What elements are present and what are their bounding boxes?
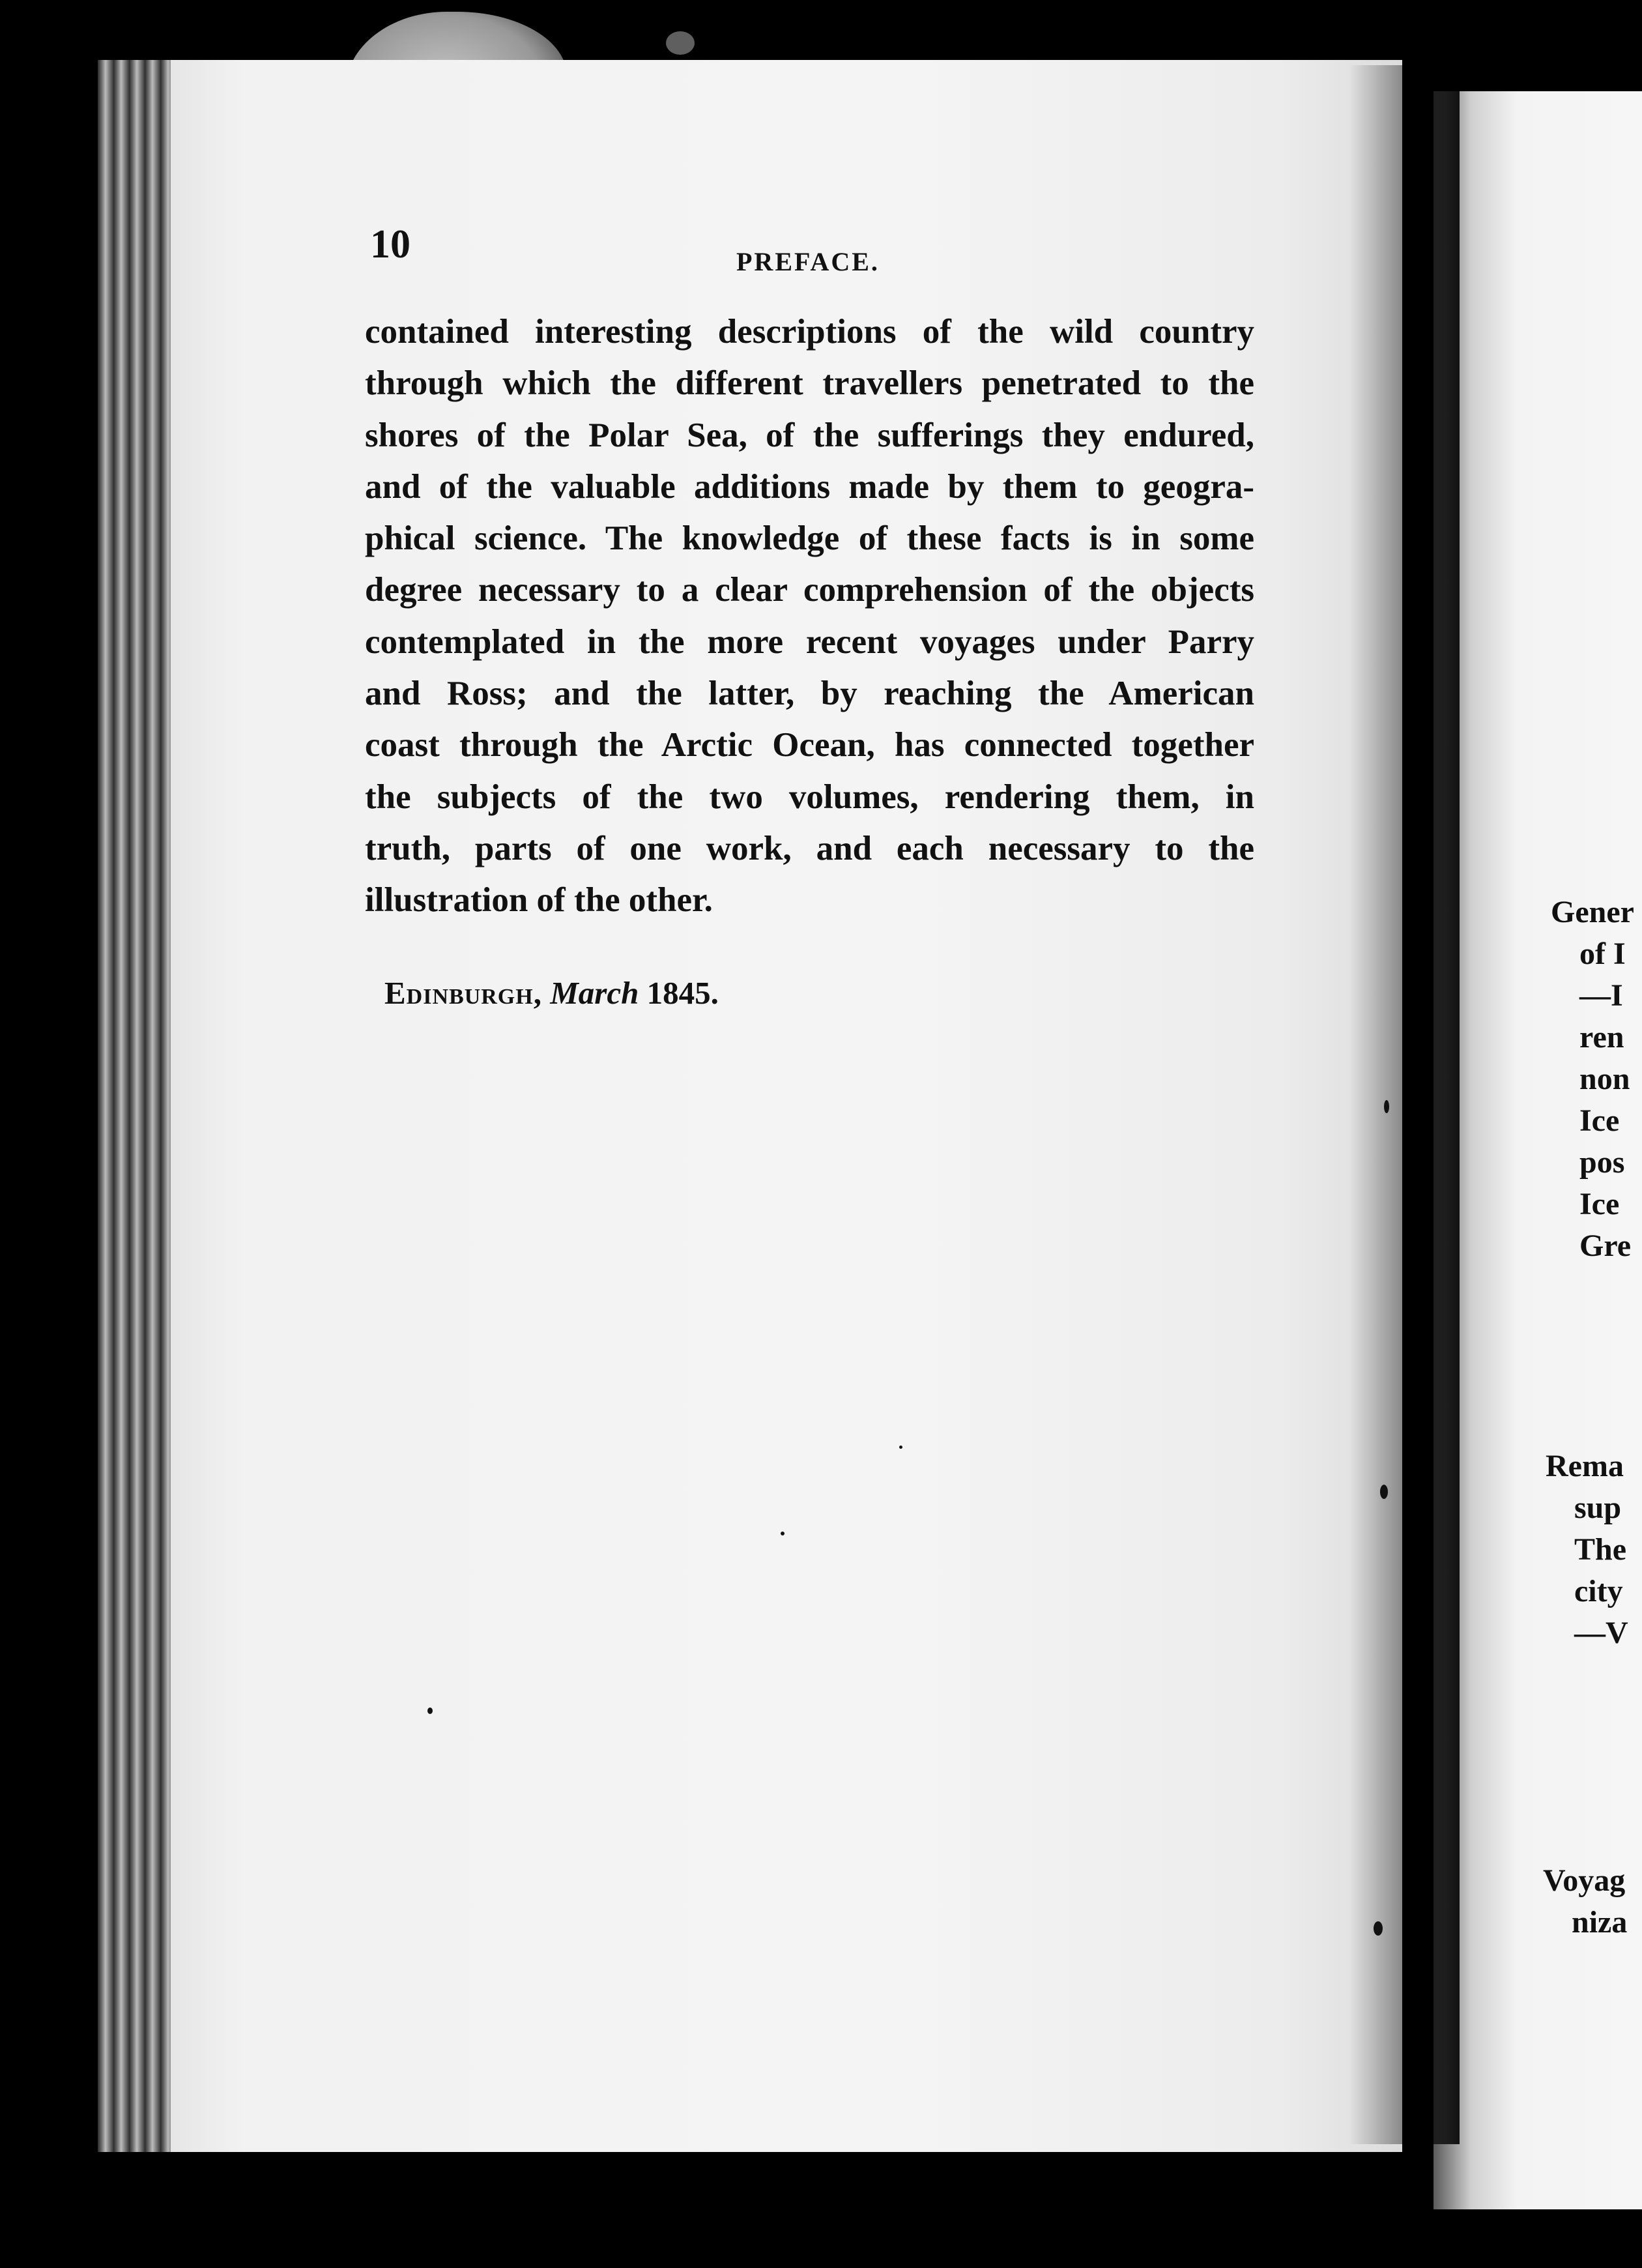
right-page-fragment: Rema [1546, 1449, 1624, 1483]
page-number: 10 [370, 222, 410, 267]
scan-speck [1374, 1921, 1383, 1936]
body-line: coast through the Arctic Ocean, has connected together [365, 726, 1254, 764]
right-page-fragment: —I [1579, 978, 1623, 1013]
scan-speck [427, 1708, 433, 1714]
body-line: shores of the Polar Sea, of the sufferings they endured, [365, 416, 1254, 454]
right-page-fragment: The [1574, 1532, 1627, 1567]
body-line: phical science. The knowledge of these facts is in some [365, 519, 1254, 558]
scan-speck [1380, 1485, 1388, 1499]
right-page-fragment: Gener [1551, 895, 1634, 929]
scan-speck [781, 1532, 785, 1535]
body-line: and of the valuable additions made by them to geogra- [365, 467, 1254, 506]
paper-fragment [666, 31, 695, 55]
body-line: contemplated in the more recent voyages under Parry [365, 622, 1254, 661]
right-page-fragment: pos [1579, 1145, 1625, 1180]
right-page-fragment: Gre [1579, 1228, 1632, 1263]
right-page-fragment: Ice [1579, 1187, 1620, 1221]
signature-line [384, 974, 719, 1011]
right-page-fragment: non [1579, 1062, 1630, 1096]
scan-speck [899, 1446, 902, 1449]
body-line: contained interesting descriptions of the wild country [365, 313, 1254, 351]
page-edges [98, 60, 176, 2152]
preface-body [365, 306, 1254, 927]
body-line: degree necessary to a clear comprehension of the objects [365, 571, 1254, 609]
running-head: PREFACE. [736, 247, 880, 276]
body-line: truth, parts of one work, and each necessary to the [365, 829, 1254, 867]
signature-place: Edinburgh, [384, 975, 542, 1011]
gutter-shadow [1349, 65, 1460, 2144]
body-line: the subjects of the two volumes, rendering them, in [365, 778, 1254, 816]
right-page-fragment: —V [1574, 1616, 1628, 1650]
right-page-fragment: Voyag [1543, 1863, 1626, 1898]
body-line: illustration of the other. [365, 881, 713, 920]
right-page-fragment: city [1574, 1574, 1623, 1608]
right-page-fragment: ren [1579, 1020, 1624, 1054]
right-page-fragment: sup [1574, 1490, 1622, 1525]
right-page-fragment: niza [1572, 1905, 1628, 1940]
signature-year: 1845. [646, 975, 719, 1011]
right-page-fragment: Ice [1579, 1103, 1620, 1138]
body-line: through which the different travellers penetrated to the [365, 364, 1254, 403]
body-line: and Ross; and the latter, by reaching the American [365, 675, 1254, 713]
signature-month: March [550, 975, 639, 1011]
right-page-fragment: of I [1579, 937, 1626, 971]
scan-speck [1384, 1100, 1389, 1113]
